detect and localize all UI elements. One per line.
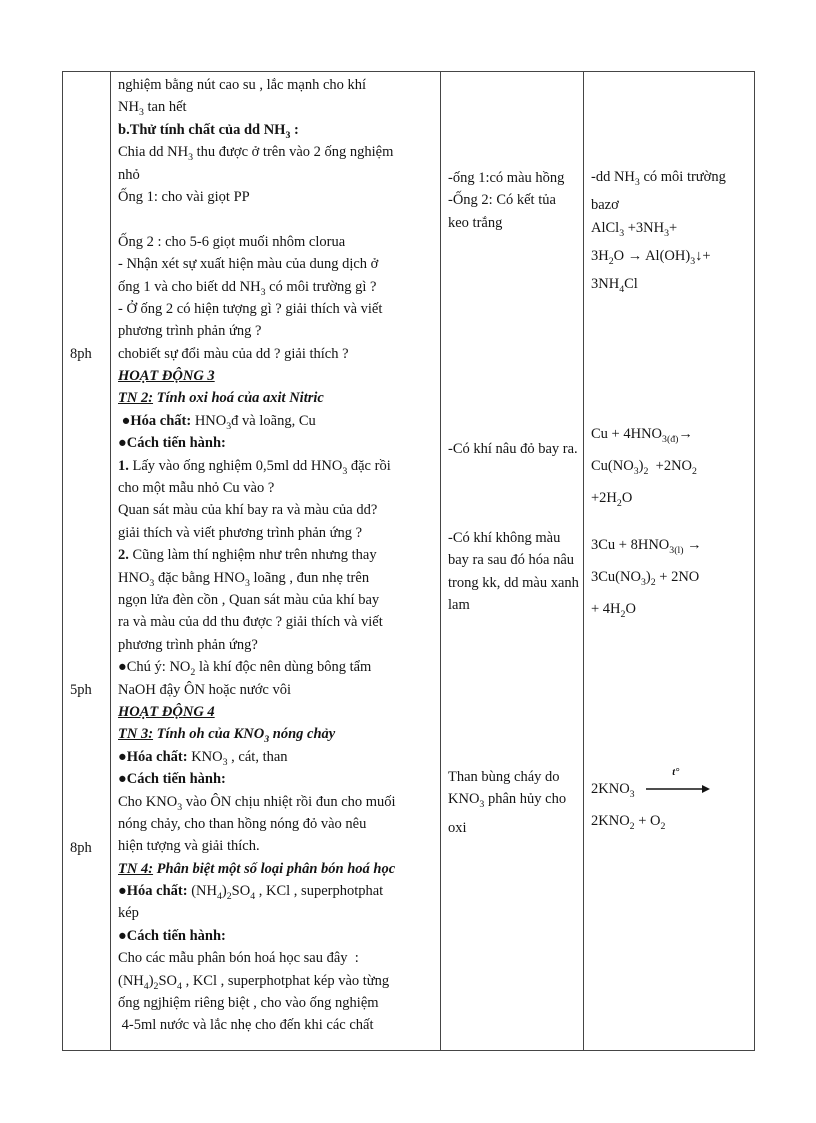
text-line: Chia dd $NH_3$ thu được ở trên vào 2 ống nghiệm: [118, 144, 394, 164]
text-line: ●Hóa chất: $HNO_3đ$ và loãng, Cu: [118, 412, 316, 432]
text-line: ống 1 và cho biết dd $NH_3$ có môi trường gì ?: [118, 278, 377, 298]
text-line: phương trình phản ứng ?: [118, 323, 262, 340]
text-line: ra và màu của dd thu được ? giải thích và viết: [118, 614, 383, 631]
time-label: 8ph: [70, 840, 92, 856]
text-line: HOẠT ĐỘNG 3: [118, 368, 215, 385]
text-line: phương trình phản ứng?: [118, 636, 258, 653]
text-line: -dd $NH_3$ có môi trường bazơ: [591, 169, 726, 214]
lesson-plan-table: [62, 71, 755, 1051]
equation-block: [591, 767, 753, 840]
text-line: kép: [118, 905, 139, 922]
text-line: Ống 1: cho vài giọt PP: [118, 188, 250, 205]
text-line: nóng chảy, cho than hồng nóng đỏ vào nêu: [118, 815, 367, 832]
activity-content-column: [111, 72, 441, 1050]
text-line: ●Cách tiến hành:: [118, 927, 226, 944]
heat-label: t°: [672, 767, 680, 778]
text-line: $3Cu + 8HNO_{3(l)}$ →: [591, 537, 702, 556]
observation-block: [448, 167, 579, 234]
text-line: ngọn lửa đèn cồn , Quan sát màu của khí bay: [118, 591, 380, 608]
text-line: $NH_3$ tan hết: [118, 99, 187, 119]
text-line: [118, 208, 440, 230]
text-line: TN 3: Tính oh của $KNO_3$ nóng chảy: [118, 726, 336, 746]
text-line: cho một mẫu nhỏ Cu vào ?: [118, 480, 275, 497]
text-line: -Có khí nâu đỏ bay ra.: [448, 441, 578, 457]
text-line: $HNO_3$ đặc bằng $HNO_3$ loãng , đun nhẹ trên: [118, 569, 370, 589]
text-line: Quan sát màu của khí bay ra và màu của dd?: [118, 502, 378, 519]
observation-column: [441, 72, 584, 1050]
text-line: ●Hóa chất: $(NH_4)_2SO_4$ , KCl , superphotphat: [118, 883, 384, 902]
text-line: TN 2: Tính oxi hoá của axit Nitric: [118, 390, 324, 407]
text-line: + $4H_2O$: [591, 600, 636, 620]
text-line: nhỏ: [118, 166, 140, 183]
equation-column: [584, 72, 756, 1050]
observation-block: [448, 527, 579, 617]
time-column: [63, 72, 111, 1050]
text-line: ●Hóa chất: $KNO_3$ , cát, than: [118, 748, 288, 768]
text-line: ●Cách tiến hành:: [118, 435, 226, 452]
text-line: Cho $KNO_3$ vào ÔN chịu nhiệt rồi đun cho muối: [118, 793, 396, 813]
text-line: $Cu(NO_3)_2 +2NO_2$: [591, 457, 697, 477]
text-line: HOẠT ĐỘNG 4: [118, 703, 215, 720]
text-line: $2KNO_2 + O_2$: [591, 812, 666, 832]
text-line: 4-5ml nước và lắc nhẹ cho đến khi các chất: [118, 1017, 374, 1034]
text-line: AlCl$_3$ $+3NH_3+$: [591, 219, 678, 239]
text-line: $3NH_4Cl$: [591, 276, 638, 296]
observation-block: [448, 438, 579, 460]
heat-arrow-icon: [646, 767, 710, 793]
observation-block: [448, 766, 579, 839]
text-line: nghiệm bằng nút cao su , lắc mạnh cho khí: [118, 77, 367, 93]
text-line: hiện tượng và giải thích.: [118, 838, 260, 855]
arrow-shaft-icon: [646, 784, 710, 794]
text-line: -Có khí không màu bay ra sau đó hóa nâu trong kk, dd màu xanh lam: [448, 530, 579, 614]
text-line: 1. Lấy vào ống nghiệm 0,5ml dd $HNO_3$ đặc rồi: [118, 457, 391, 477]
text-line: chobiết sự đổi màu của dd ? giải thích ?: [118, 345, 349, 362]
activity-text: [111, 72, 440, 1037]
text-line: Than bùng cháy do $KNO_3$ phân hủy cho oxi: [448, 769, 567, 836]
text-line: $3Cu(NO_3)_2 + 2NO$: [591, 568, 700, 588]
text-line: - Ở ống 2 có hiện tượng gì ? giải thích và viết: [118, 300, 383, 317]
text-line: ●Chú ý: $NO_2$ là khí độc nên dùng bông tẩm: [118, 659, 372, 679]
text-line: ống ngjhiệm riêng biệt , cho vào ống nghiệm: [118, 995, 379, 1012]
text-line: $2KNO_3$ t°: [591, 776, 753, 808]
text-line: ●Cách tiến hành:: [118, 771, 226, 788]
text-line: b.Thử tính chất của dd $NH_3$ :: [118, 121, 299, 141]
text-line: - Nhận xét sự xuất hiện màu của dung dịch ở: [118, 256, 379, 273]
text-line: -ống 1:có màu hồng: [448, 170, 565, 186]
text-line: Cho các mẫu phân bón hoá học sau đây :: [118, 950, 359, 967]
text-line: $3H_2O$ → $Al(OH)_3↓+$: [591, 248, 711, 267]
time-label: 5ph: [70, 682, 92, 698]
text-line: TN 4: Phân biệt một số loại phân bón hoá học: [118, 860, 396, 877]
equation-block: [591, 421, 753, 517]
text-line: $Cu + 4HNO_{3(đ)}\to$: [591, 426, 693, 445]
equation-block: [591, 166, 753, 302]
text-line: 2. Cũng làm thí nghiệm như trên nhưng thay: [118, 547, 377, 564]
text-line: Ống 2 : cho 5-6 giọt muối nhôm clorua: [118, 233, 346, 250]
equation-block: [591, 532, 753, 628]
text-line: NaOH đậy ÔN hoặc nước vôi: [118, 681, 291, 698]
text-line: giải thích và viết phương trình phản ứng ?: [118, 524, 363, 541]
text-line: -Ống 2: Có kết tủa keo trắng: [448, 192, 556, 231]
time-label: 8ph: [70, 346, 92, 362]
text-line: $+2H_2O$: [591, 489, 633, 509]
text-line: $(NH_4)_2SO_4$ , KCl , superphotphat kép vào từng: [118, 972, 390, 992]
